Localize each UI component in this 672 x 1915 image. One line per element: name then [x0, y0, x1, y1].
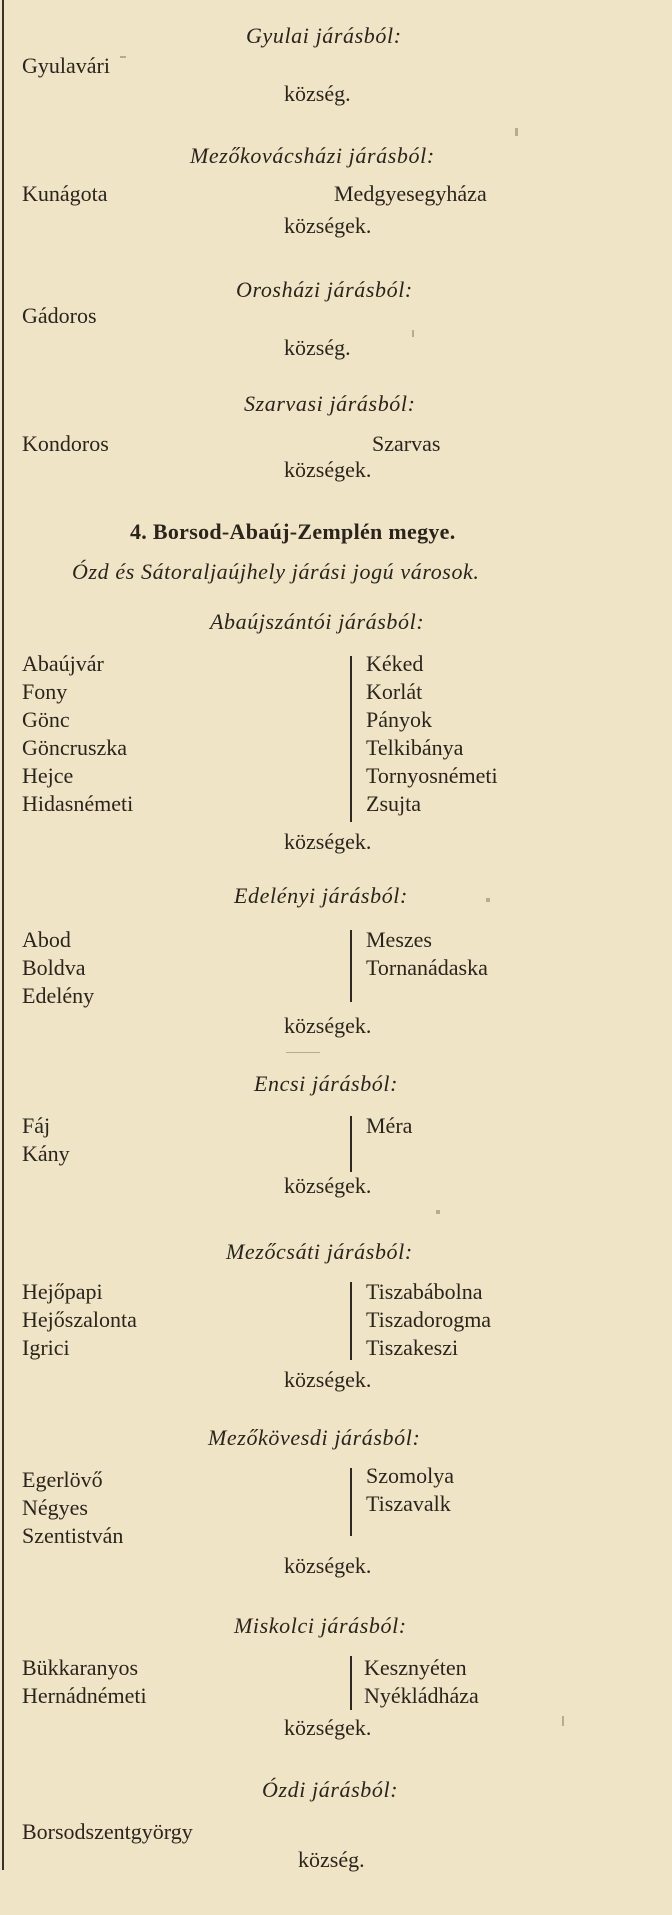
locality-szentistvan: Szentistván [22, 1523, 124, 1548]
locality-gonc: Gönc [22, 707, 70, 732]
locality-egerlovo: Egerlövő [22, 1467, 103, 1492]
print-speck [486, 898, 490, 902]
locality-hejoszalonta: Hejőszalonta [22, 1307, 137, 1332]
locality-hejce: Hejce [22, 763, 74, 788]
section-heading-ozdi: Ózdi járásból: [262, 1777, 399, 1802]
section-heading-mezokovachazi: Mezőkovácsházi járásból: [190, 143, 435, 168]
locality-szomolya: Szomolya [366, 1463, 454, 1488]
locality-gyulavari: Gyulavári [22, 53, 110, 78]
left-margin-rule [2, 0, 4, 1870]
section-footer-oroshazi: község. [284, 335, 351, 360]
section-footer-ozdi: község. [298, 1847, 365, 1872]
locality-bukkaranyos: Bükkaranyos [22, 1655, 139, 1680]
section-heading-oroshazi: Orosházi járásból: [236, 277, 413, 302]
locality-nyekladhaza: Nyékládháza [364, 1683, 479, 1708]
print-speck [286, 1052, 320, 1053]
print-speck [120, 56, 126, 58]
section-heading-abaujszantoi: Abaújszántói járásból: [210, 609, 425, 634]
column-divider [350, 1116, 352, 1172]
locality-fony: Fony [22, 679, 68, 704]
locality-hejopapi: Hejőpapi [22, 1279, 103, 1304]
county-subtitle: Ózd és Sátoraljaújhely járási jogú városok. [72, 559, 480, 584]
right-column-encsi [366, 1112, 412, 1140]
column-divider [350, 656, 352, 822]
locality-hidasnemeti: Hidasnémeti [22, 791, 134, 816]
locality-zsujta: Zsujta [366, 791, 421, 816]
right-column-miskolci [364, 1654, 479, 1710]
left-column-miskolci [22, 1654, 147, 1710]
print-speck [436, 1210, 440, 1214]
locality-negyes: Négyes [22, 1495, 88, 1520]
right-column-mezocsati [366, 1278, 491, 1362]
left-column-encsi [22, 1112, 70, 1168]
locality-kunagota: Kunágota [22, 181, 108, 206]
section-footer-mezocsati: községek. [284, 1367, 372, 1392]
locality-gadoros: Gádoros [22, 303, 97, 328]
print-speck [562, 1716, 564, 1726]
locality-hernadnemeti: Hernádnémeti [22, 1683, 147, 1708]
locality-tiszadorogma: Tiszadorogma [366, 1307, 492, 1332]
right-column-mezokovesdi [366, 1462, 454, 1518]
locality-abaujvar: Abaújvár [22, 651, 104, 676]
locality-borsodszentgyorgy: Borsodszentgyörgy [22, 1819, 193, 1844]
left-column-mezokovesdi [22, 1466, 123, 1550]
locality-goncruszka: Göncruszka [22, 735, 128, 760]
locality-igrici: Igrici [22, 1335, 70, 1360]
locality-panyok: Pányok [366, 707, 432, 732]
section-footer-mezokovesdi: községek. [284, 1553, 372, 1578]
locality-tornyosnemeti: Tornyosnémeti [366, 763, 498, 788]
locality-keked: Kéked [366, 651, 424, 676]
section-footer-abaujszantoi: községek. [284, 829, 372, 854]
left-column-abaujszantoi [22, 650, 133, 818]
locality-mera: Méra [366, 1113, 413, 1138]
locality-tiszavalk: Tiszavalk [366, 1491, 451, 1516]
print-speck [515, 128, 518, 136]
section-heading-szarvasi: Szarvasi járásból: [244, 391, 416, 416]
left-column-mezocsati [22, 1278, 137, 1362]
right-column-abaujszantoi [366, 650, 498, 818]
locality-tiszababolna: Tiszabábolna [366, 1279, 483, 1304]
locality-boldva: Boldva [22, 955, 86, 980]
locality-tornanadaska: Tornanádaska [366, 955, 488, 980]
locality-faj: Fáj [22, 1113, 51, 1138]
locality-kondoros: Kondoros [22, 431, 109, 456]
section-heading-mezokovesdi: Mezőkövesdi járásból: [208, 1425, 421, 1450]
locality-edeleny: Edelény [22, 983, 95, 1008]
section-footer-miskolci: községek. [284, 1715, 372, 1740]
column-divider [350, 1468, 352, 1536]
locality-tiszakeszi: Tiszakeszi [366, 1335, 459, 1360]
section-heading-mezocsati: Mezőcsáti járásból: [226, 1239, 413, 1264]
locality-meszes: Meszes [366, 927, 432, 952]
column-divider [350, 1282, 352, 1360]
locality-abod: Abod [22, 927, 71, 952]
section-heading-gyulai: Gyulai járásból: [246, 23, 402, 48]
column-divider [350, 1656, 352, 1710]
locality-telkibanya: Telkibánya [366, 735, 464, 760]
section-heading-miskolci: Miskolci járásból: [234, 1613, 407, 1638]
locality-szarvas: Szarvas [372, 431, 441, 456]
right-column-edelenyi [366, 926, 488, 982]
section-footer-gyulai: község. [284, 81, 351, 106]
locality-medgyesegyhaza: Medgyesegyháza [334, 181, 487, 206]
section-heading-edelenyi: Edelényi járásból: [234, 883, 408, 908]
print-speck [412, 330, 414, 337]
section-footer-edelenyi: községek. [284, 1013, 372, 1038]
column-divider [350, 930, 352, 1002]
locality-kany: Kány [22, 1141, 70, 1166]
section-footer-mezokovachazi: községek. [284, 213, 372, 238]
section-footer-szarvasi: községek. [284, 457, 372, 482]
section-footer-encsi: községek. [284, 1173, 372, 1198]
locality-korlat: Korlát [366, 679, 423, 704]
locality-keszyneten: Kesznyéten [364, 1655, 467, 1680]
county-title: 4. Borsod-Abaúj-Zemplén megye. [130, 519, 456, 544]
section-heading-encsi: Encsi járásból: [254, 1071, 399, 1096]
left-column-edelenyi [22, 926, 94, 1010]
